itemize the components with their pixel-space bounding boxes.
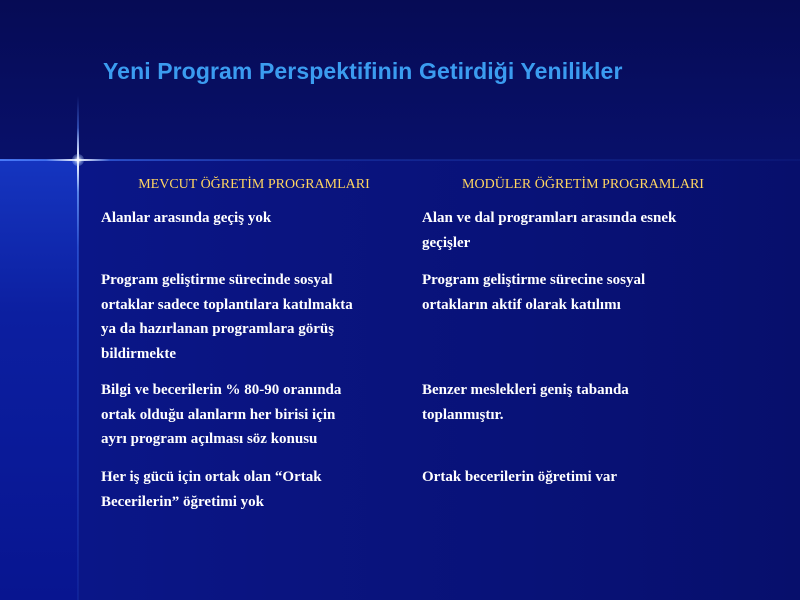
table-cell-current-row-4 bbox=[101, 465, 411, 514]
slide-left-band bbox=[0, 160, 78, 600]
table-cell-current-row-2 bbox=[101, 268, 411, 366]
cell-line: ortak olduğu alanların her birisi için bbox=[101, 406, 336, 423]
slide-title: Yeni Program Perspektifinin Getirdiği Yenilikler bbox=[103, 58, 623, 84]
cell-line: bildirmekte bbox=[101, 345, 176, 362]
cell-line: Ortak becerilerin öğretimi var bbox=[422, 469, 618, 485]
table-cell-modular-row-2 bbox=[422, 268, 752, 317]
cell-line: Program geliştirme sürecinde sosyal bbox=[101, 272, 333, 288]
cell-line: Becerilerin” öğretimi yok bbox=[101, 493, 265, 510]
table-cell-current-row-1 bbox=[101, 206, 411, 231]
cell-line: ya da hazırlanan programlara görüş bbox=[101, 321, 335, 337]
table-cell-modular-row-3 bbox=[422, 378, 752, 427]
cell-line: ortaklar sadece toplantılara katılmakta bbox=[101, 296, 353, 313]
table-cell-current-row-3 bbox=[101, 378, 411, 452]
cell-line: ortakların aktif olarak katılımı bbox=[422, 296, 621, 313]
table-cell-modular-row-1 bbox=[422, 206, 752, 255]
cell-line: ayrı program açılması söz konusu bbox=[101, 431, 318, 447]
sparkle-star-icon bbox=[72, 154, 84, 166]
column-header-modular-programs: MODÜLER ÖĞRETİM PROGRAMLARI bbox=[462, 177, 704, 192]
cell-line: Alan ve dal programları arasında esnek bbox=[422, 210, 677, 226]
cell-line: Benzer meslekleri geniş tabanda bbox=[422, 382, 629, 398]
cell-line: Bilgi ve becerilerin % 80-90 oranında bbox=[101, 382, 342, 398]
cell-line: Her iş gücü için ortak olan “Ortak bbox=[101, 469, 322, 485]
cell-line: toplanmıştır. bbox=[422, 406, 504, 423]
decorative-horizontal-line bbox=[0, 159, 800, 161]
cell-line: geçişler bbox=[422, 234, 471, 251]
column-header-current-programs: MEVCUT ÖĞRETİM PROGRAMLARI bbox=[138, 177, 370, 192]
cell-line: Program geliştirme sürecine sosyal bbox=[422, 272, 646, 288]
cell-line: Alanlar arasında geçiş yok bbox=[101, 210, 272, 226]
table-cell-modular-row-4 bbox=[422, 465, 752, 490]
